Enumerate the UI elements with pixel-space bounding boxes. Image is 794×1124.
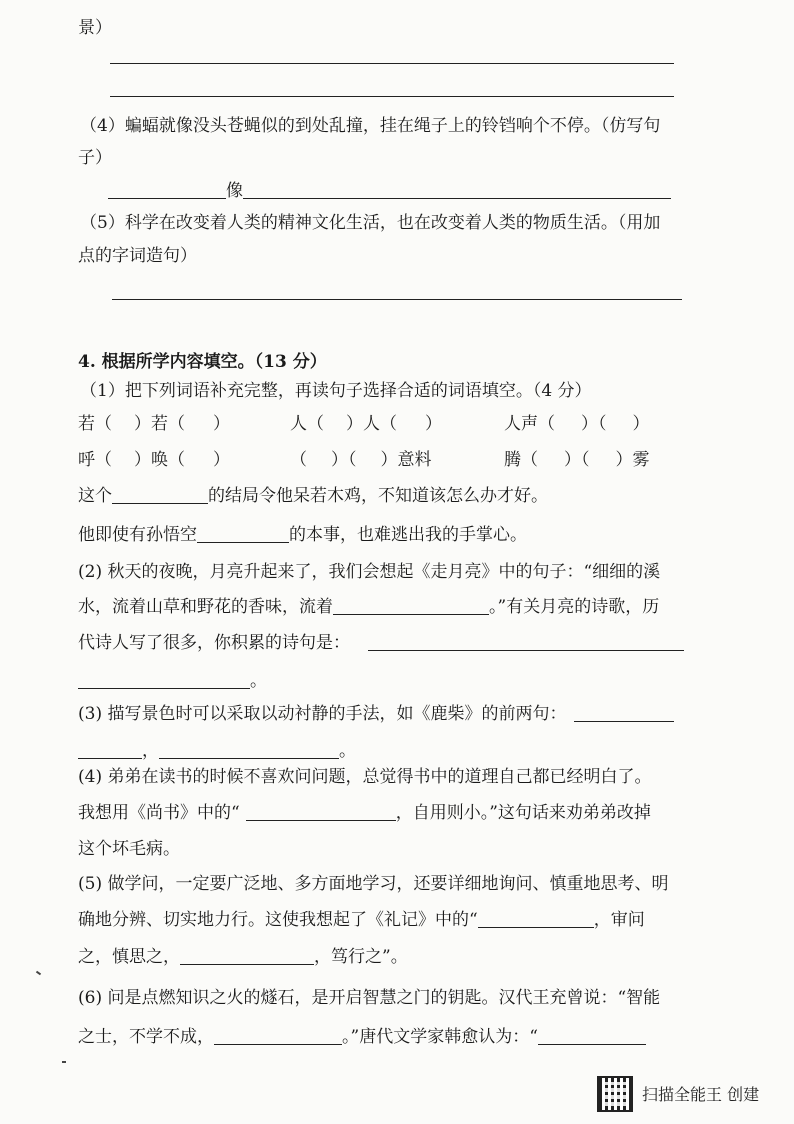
s2-line-2: 水，流着山草和野花的香味，流着 。”有关月亮的诗歌，历 <box>78 597 660 617</box>
word-fill-row: （ ）（ ）意料 <box>290 450 432 470</box>
word-fill-row: 呼（ ）唤（ ） <box>78 450 230 470</box>
s4-line-3: 这个坏毛病。 <box>78 839 180 859</box>
q5-text: （5）科学在改变着人类的精神文化生活，也在改变着人类的物质生活。（用加 <box>80 213 661 233</box>
scan-speck <box>36 971 41 976</box>
scan-speck <box>62 1061 66 1063</box>
blank[interactable] <box>574 705 674 722</box>
q5-text-cont: 点的字词造句） <box>78 246 197 266</box>
blank[interactable] <box>78 672 250 689</box>
blank[interactable] <box>368 634 684 651</box>
s6-line-1: (6) 问是点燃知识之火的燧石，是开启智慧之门的钥匙。汉代王充曾说：“智能 <box>78 988 661 1008</box>
q4-text-cont: 子） <box>78 148 112 168</box>
line-fragment: 景） <box>78 18 112 38</box>
s1-sentence-2: 他即使有孙悟空 的本事，也难逃出我的手掌心。 <box>78 525 527 545</box>
s1-sentence-1: 这个 的结局令他呆若木鸡，不知道该怎么办才好。 <box>78 486 548 506</box>
section-heading: 4. 根据所学内容填空。（13 分） <box>78 352 327 372</box>
blank[interactable] <box>243 182 671 199</box>
word-fill-row: 腾（ ）（ ）雾 <box>504 450 650 470</box>
blank[interactable] <box>159 742 339 759</box>
s3-line-2: ， 。 <box>78 740 356 762</box>
q4-text: （4）蝙蝠就像没头苍蝇似的到处乱撞，挂在绳子上的铃铛响个不停。（仿写句 <box>80 116 661 136</box>
answer-line[interactable] <box>110 63 674 64</box>
blank[interactable] <box>180 948 314 965</box>
blank[interactable] <box>246 804 396 821</box>
s4-line-2: 我想用《尚书》中的“ ，自用则小。”这句话来劝弟弟改掉 <box>78 803 651 823</box>
s5-line-3: 之，慎思之， ，笃行之”。 <box>78 947 408 967</box>
blank[interactable] <box>214 1028 342 1045</box>
s3-line-1: (3) 描写景色时可以采取以动衬静的手法，如《鹿柴》的前两句： <box>78 703 674 725</box>
word-fill-row: 人声（ ）（ ） <box>504 414 650 434</box>
blank[interactable] <box>197 526 289 543</box>
s2-line-3: 代诗人写了很多，你积累的诗句是： <box>78 632 684 654</box>
word-fill-row: 若（ ）若（ ） <box>78 414 230 434</box>
s1-intro: （1）把下列词语补充完整，再读句子选择合适的词语填空。（4 分） <box>80 381 592 401</box>
scanner-watermark: 扫描全能王 创建 <box>642 1085 760 1104</box>
blank[interactable] <box>78 742 142 759</box>
s5-line-2: 确地分辨、切实地力行。这使我想起了《礼记》中的“ ，审问 <box>78 910 645 930</box>
answer-line[interactable] <box>112 299 682 300</box>
qr-code-icon <box>597 1076 633 1112</box>
s2-line-1: (2) 秋天的夜晚，月亮升起来了，我们会想起《走月亮》中的句子：“细细的溪 <box>78 562 661 582</box>
blank[interactable] <box>108 182 226 199</box>
blank[interactable] <box>478 911 594 928</box>
blank[interactable] <box>538 1028 646 1045</box>
s6-line-2: 之士，不学不成， 。”唐代文学家韩愈认为：“ <box>78 1026 646 1048</box>
s4-line-1: (4) 弟弟在读书的时候不喜欢问问题，总觉得书中的道理自己都已经明白了。 <box>78 767 652 787</box>
q4-like-word: 像 <box>226 181 243 201</box>
blank[interactable] <box>333 598 489 615</box>
answer-line[interactable] <box>110 96 674 97</box>
s5-line-1: (5) 做学问，一定要广泛地、多方面地学习，还要详细地询问、慎重地思考、明 <box>78 874 669 894</box>
word-fill-row: 人（ ）人（ ） <box>290 414 442 434</box>
blank[interactable] <box>112 487 208 504</box>
s2-line-4: 。 <box>78 670 267 692</box>
q4-imitation <box>108 180 671 202</box>
